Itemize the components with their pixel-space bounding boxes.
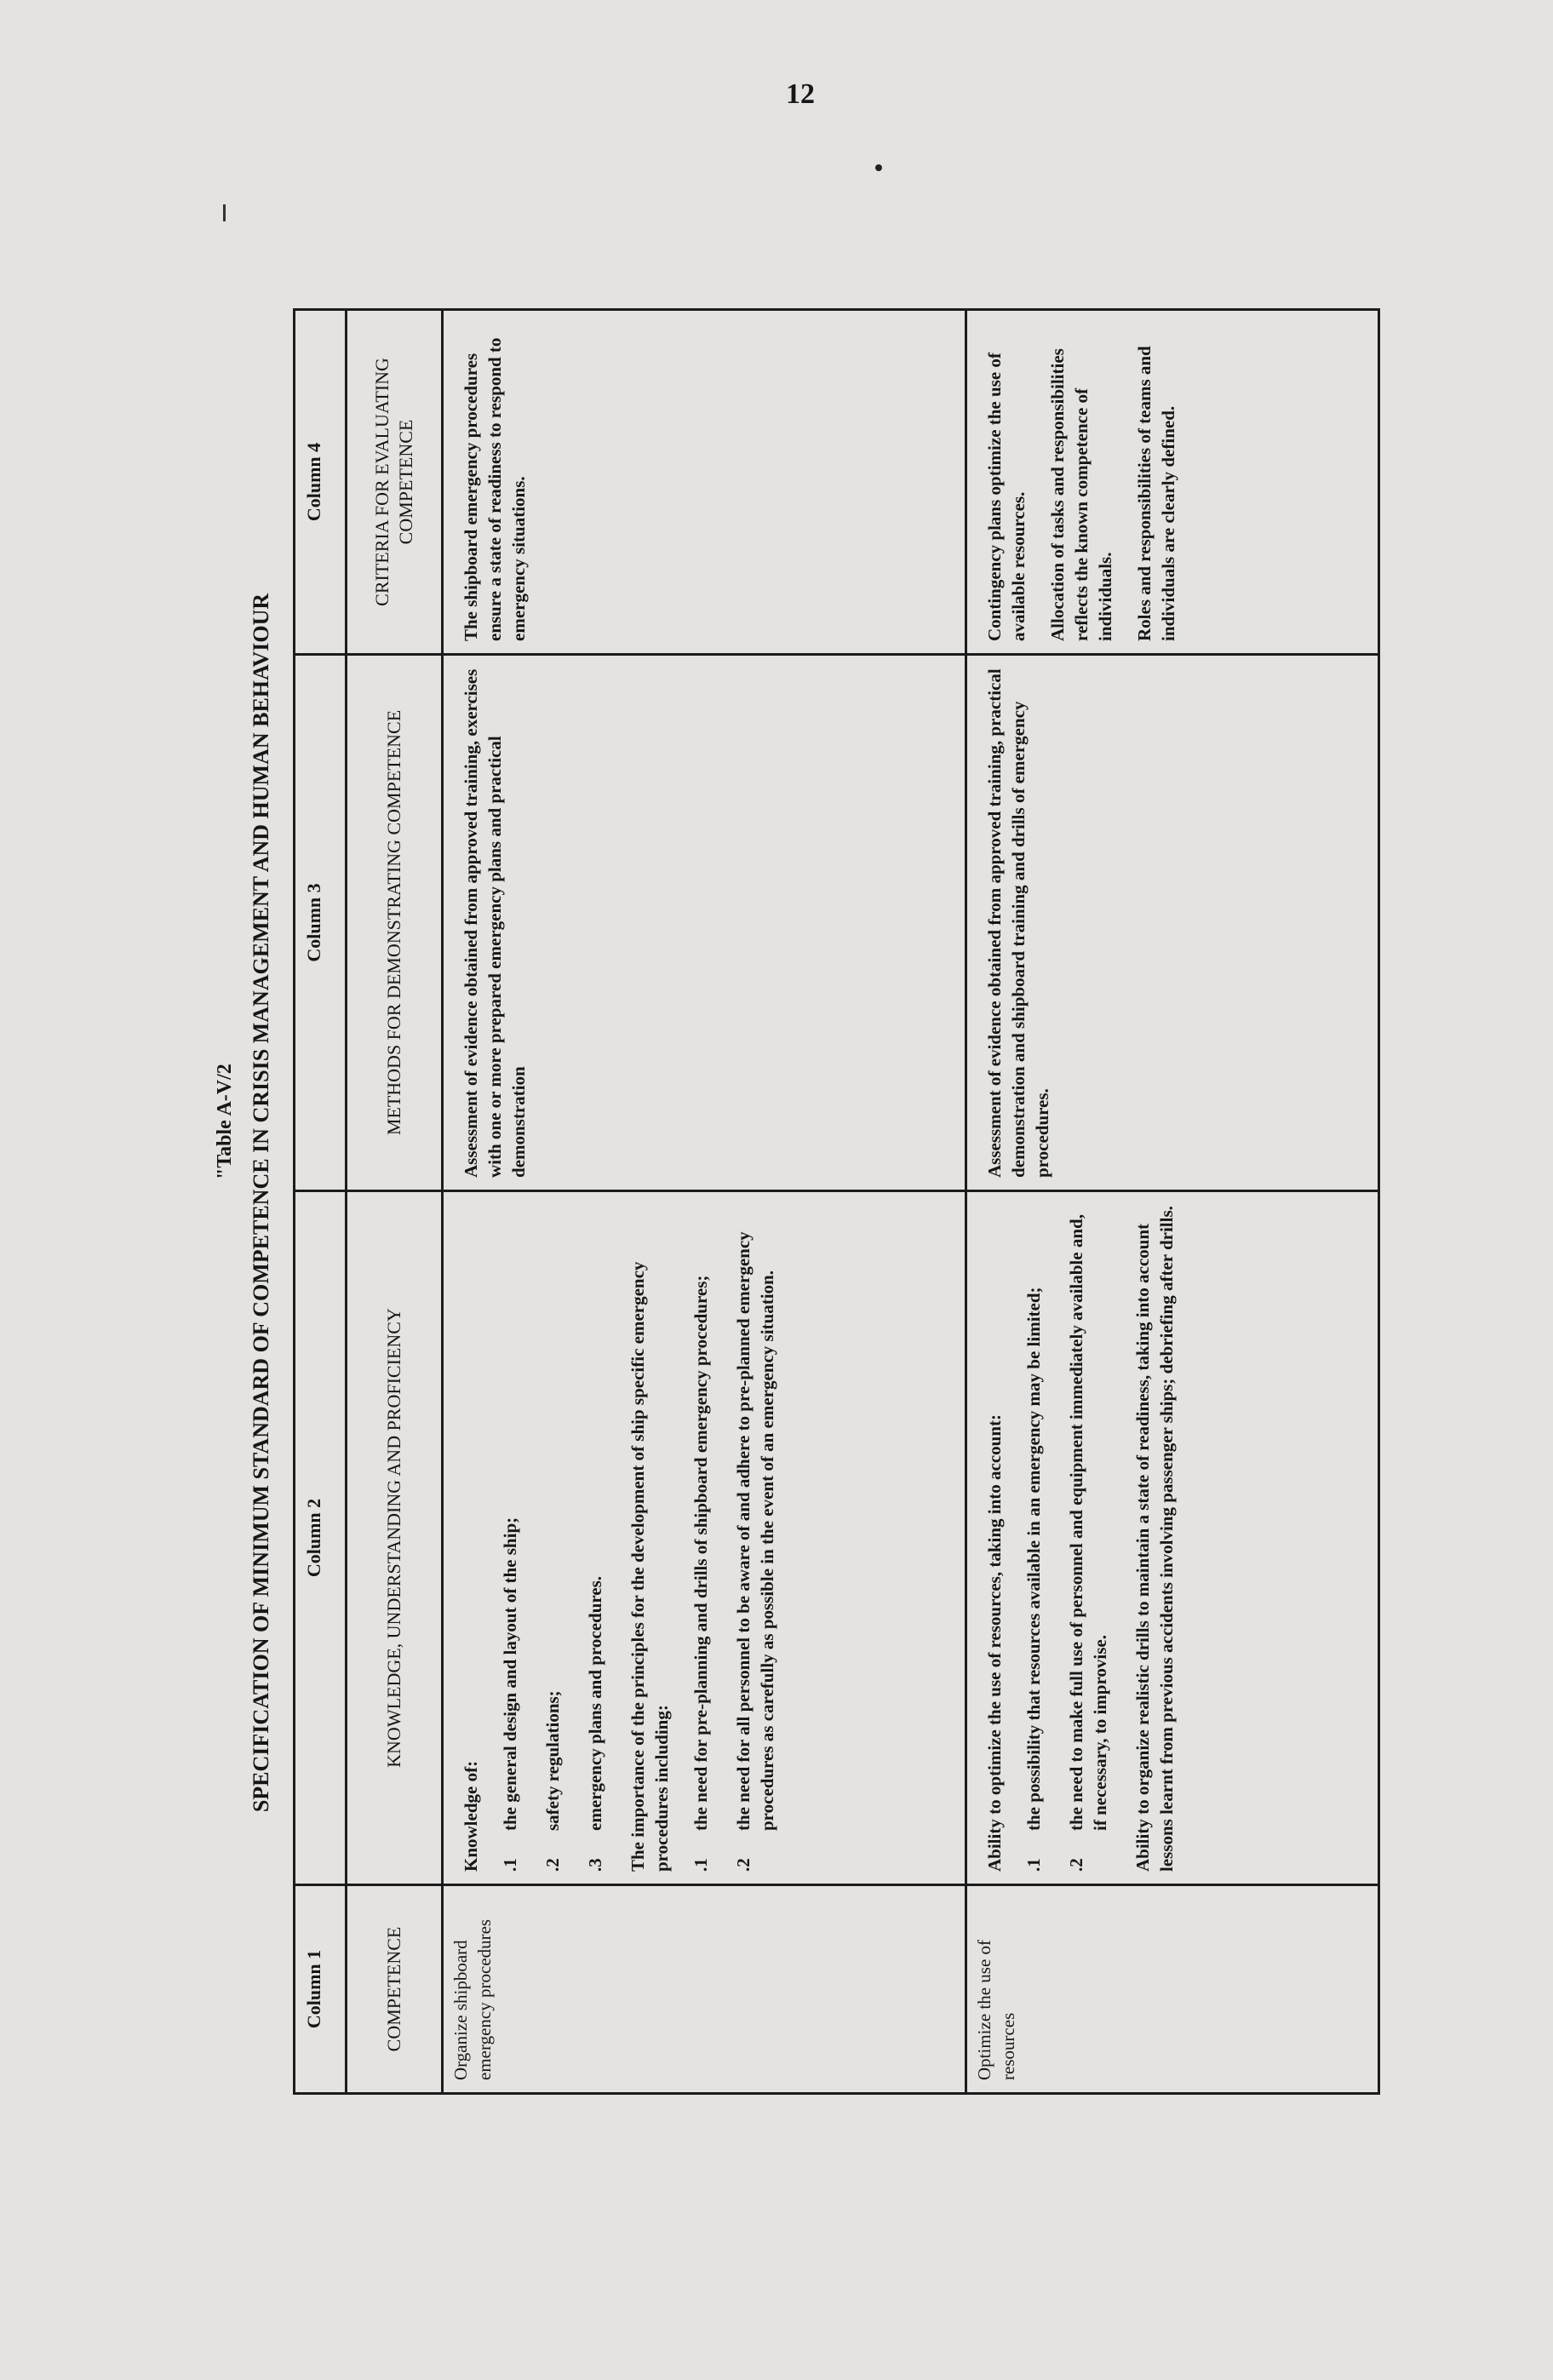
knowledge-paragraph: Ability to organize realistic drills to maintain a state of readiness, taking into account lessons learnt from previous accidents involving passenger ships; debriefing after drills. <box>1132 1206 1177 1872</box>
column-number-row <box>295 310 347 2094</box>
item-number: .1 <box>1023 1858 1044 1872</box>
criteria-text: Allocation of tasks and responsibilities reflects the known competence of individuals. <box>1047 348 1115 641</box>
criteria-cell <box>966 310 1379 655</box>
list-item <box>1064 1204 1112 1872</box>
column-number: Column 4 <box>295 310 347 655</box>
criteria-text: The shipboard emergency procedures ensure a state of readiness to respond to emergency situations. <box>461 337 529 641</box>
list-item <box>731 1204 779 1872</box>
methods-text: Assessment of evidence obtained from approved training, practical demonstration and shipboard training and drills of emergency procedures. <box>984 668 1052 1178</box>
column-header: CRITERIA FOR EVALUATING COMPETENCE <box>347 310 443 655</box>
methods-text: Assessment of evidence obtained from approved training, exercises with one or more prepared emergency plans and practical demonstration <box>461 668 529 1178</box>
table-label: "Table A-V/2 <box>214 1064 236 1179</box>
competence-cell: Organize shipboard emergency procedures <box>443 1885 966 2094</box>
item-text: the need for all personnel to be aware of and adhere to pre-planned emergency procedures as carefully as possible in the event of an emergency situation. <box>733 1231 777 1831</box>
knowledge-cell <box>966 1191 1379 1885</box>
column-header: METHODS FOR DEMONSTRATING COMPETENCE <box>347 655 443 1191</box>
stray-mark <box>223 204 226 221</box>
item-text: the general design and layout of the ship; <box>500 1517 520 1831</box>
column-header: KNOWLEDGE, UNDERSTANDING AND PROFICIENCY <box>347 1191 443 1885</box>
competence-cell: Optimize the use of resources <box>966 1885 1379 2094</box>
column-number: Column 3 <box>295 655 347 1191</box>
criteria-cell <box>443 310 966 655</box>
item-text: the possibility that resources available in an emergency may be limited; <box>1023 1287 1044 1831</box>
item-number: .1 <box>691 1858 711 1872</box>
competence-table <box>293 308 1380 2095</box>
item-number: .3 <box>585 1858 605 1872</box>
list-item <box>583 1204 607 1872</box>
knowledge-intro: Knowledge of: <box>461 1760 481 1872</box>
page-number: 12 <box>786 78 815 110</box>
table-row <box>443 310 966 2094</box>
item-number: .2 <box>1066 1858 1086 1872</box>
knowledge-intro: The importance of the principles for the development of ship specific emergency procedures including: <box>628 1261 672 1872</box>
column-header: COMPETENCE <box>347 1885 443 2094</box>
criteria-text: Contingency plans optimize the use of available resources. <box>984 353 1029 641</box>
knowledge-intro: Ability to optimize the use of resources, taking into account: <box>984 1414 1005 1872</box>
table-row <box>966 310 1379 2094</box>
stray-mark <box>875 164 882 171</box>
column-header-row <box>347 310 443 2094</box>
methods-cell <box>966 655 1379 1191</box>
list-item <box>1022 1204 1046 1872</box>
list-item <box>689 1204 713 1872</box>
item-text: the need to make full use of personnel and equipment immediately available and, if necessary, to improvise. <box>1066 1214 1110 1831</box>
column-number: Column 2 <box>295 1191 347 1885</box>
item-text: emergency plans and procedures. <box>585 1575 605 1831</box>
rotated-table-region <box>208 311 1340 2095</box>
methods-cell <box>443 655 966 1191</box>
knowledge-cell <box>443 1191 966 1885</box>
item-text: safety regulations; <box>542 1690 563 1831</box>
table-title: SPECIFICATION OF MINIMUM STANDARD OF COMPETENCE IN CRISIS MANAGEMENT AND HUMAN BEHAVIOUR <box>249 593 273 1813</box>
item-text: the need for pre-planning and drills of shipboard emergency procedures; <box>691 1275 711 1831</box>
item-number: .1 <box>500 1858 520 1872</box>
list-item <box>498 1204 522 1872</box>
criteria-text: Roles and responsibilities of teams and individuals are clearly defined. <box>1134 346 1178 641</box>
column-number: Column 1 <box>295 1885 347 2094</box>
list-item <box>541 1204 564 1872</box>
item-number: .2 <box>733 1858 754 1872</box>
item-number: .2 <box>542 1858 563 1872</box>
